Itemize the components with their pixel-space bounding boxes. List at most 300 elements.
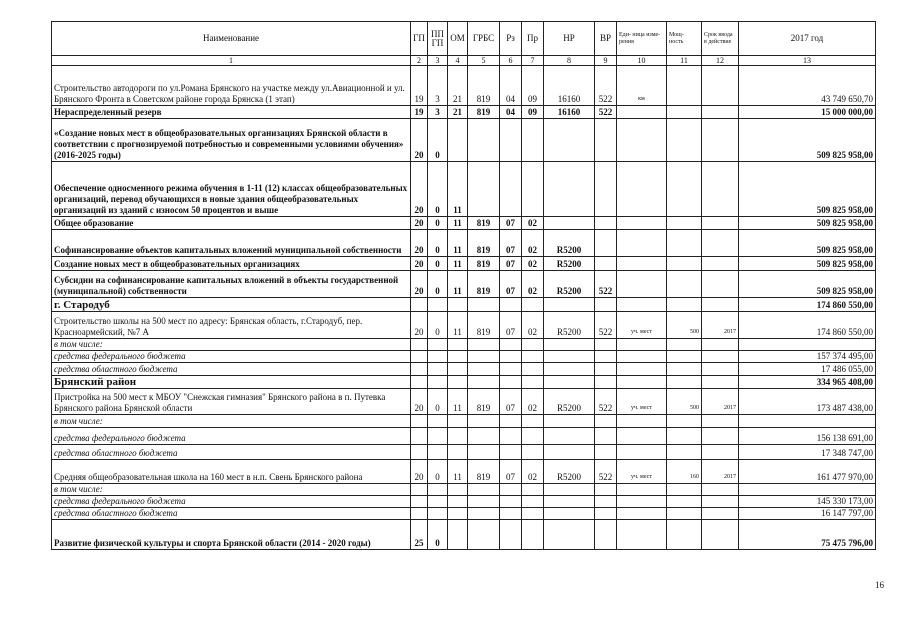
cell-gp: 20	[411, 119, 428, 162]
cell-ppgp: 3	[428, 66, 448, 106]
cell-gp	[411, 508, 428, 520]
cell-deadline: 2017	[702, 389, 739, 415]
row-name: средства областного бюджета	[52, 508, 411, 520]
cell-power	[667, 217, 702, 230]
cell-deadline	[702, 484, 739, 496]
cell-unit: км	[617, 66, 667, 106]
cell-om	[448, 339, 468, 351]
cell-om	[448, 415, 468, 428]
cell-ppgp	[428, 351, 448, 363]
cell-vr	[595, 445, 617, 460]
cell-power	[667, 339, 702, 351]
cell-rz	[500, 484, 522, 496]
cell-deadline	[702, 445, 739, 460]
cell-nr	[544, 217, 595, 230]
cell-power	[667, 520, 702, 550]
cell-pr	[522, 298, 544, 312]
cell-amount: 145 330 173,00	[739, 496, 876, 508]
cell-vr	[595, 298, 617, 312]
cell-rz	[500, 496, 522, 508]
row-name: в том числе:	[52, 484, 411, 496]
cell-nr	[544, 508, 595, 520]
cell-grbs: 819	[468, 230, 500, 257]
cell-deadline	[702, 496, 739, 508]
cell-rz	[500, 162, 522, 217]
cell-deadline	[702, 339, 739, 351]
cell-amount: 173 487 438,00	[739, 389, 876, 415]
colnum: 10	[617, 56, 667, 66]
table-row	[52, 257, 876, 271]
cell-amount	[739, 484, 876, 496]
cell-unit	[617, 496, 667, 508]
cell-rz	[500, 415, 522, 428]
cell-amount: 174 860 550,00	[739, 312, 876, 339]
cell-amount: 15 000 000,00	[739, 106, 876, 119]
cell-ppgp	[428, 376, 448, 389]
row-name: Общее образование	[52, 217, 411, 230]
table-row	[52, 339, 876, 351]
cell-deadline	[702, 66, 739, 106]
cell-gp	[411, 496, 428, 508]
cell-amount: 156 138 691,00	[739, 428, 876, 445]
colnum: 7	[522, 56, 544, 66]
cell-unit	[617, 230, 667, 257]
cell-ppgp: 0	[428, 312, 448, 339]
cell-gp	[411, 484, 428, 496]
cell-pr	[522, 520, 544, 550]
cell-vr	[595, 351, 617, 363]
cell-om: 11	[448, 257, 468, 271]
cell-pr: 02	[522, 257, 544, 271]
cell-unit	[617, 351, 667, 363]
cell-vr	[595, 415, 617, 428]
cell-nr: R5200	[544, 257, 595, 271]
cell-gp: 25	[411, 520, 428, 550]
cell-nr: R5200	[544, 389, 595, 415]
cell-ppgp	[428, 339, 448, 351]
cell-gp: 20	[411, 257, 428, 271]
row-name: Софинансирование объектов капитальных вложений муниципальной собственности	[52, 230, 411, 257]
table-row	[52, 162, 876, 217]
cell-ppgp: 0	[428, 520, 448, 550]
cell-unit	[617, 376, 667, 389]
cell-rz: 07	[500, 460, 522, 484]
cell-pr	[522, 119, 544, 162]
cell-power	[667, 508, 702, 520]
cell-vr	[595, 376, 617, 389]
cell-unit	[617, 363, 667, 376]
header-gp: ГП	[411, 22, 428, 56]
row-name: Брянский район	[52, 376, 411, 389]
cell-deadline	[702, 376, 739, 389]
cell-rz: 07	[500, 230, 522, 257]
cell-unit	[617, 298, 667, 312]
cell-nr: R5200	[544, 312, 595, 339]
cell-deadline	[702, 162, 739, 217]
cell-amount: 334 965 408,00	[739, 376, 876, 389]
cell-deadline	[702, 508, 739, 520]
cell-deadline	[702, 257, 739, 271]
cell-nr: 16160	[544, 106, 595, 119]
colnum: 6	[500, 56, 522, 66]
cell-amount: 43 749 650,70	[739, 66, 876, 106]
colnum: 9	[595, 56, 617, 66]
table-header-row	[52, 22, 876, 56]
cell-nr	[544, 376, 595, 389]
cell-unit: уч. мест	[617, 460, 667, 484]
cell-om	[448, 496, 468, 508]
header-nr: НР	[544, 22, 595, 56]
cell-pr: 09	[522, 106, 544, 119]
cell-pr	[522, 508, 544, 520]
row-name: Субсидии на софинансирование капитальных вложений в объекты государственной (муниципальной) собственности	[52, 271, 411, 298]
table-row	[52, 298, 876, 312]
cell-rz: 07	[500, 217, 522, 230]
cell-amount: 157 374 495,00	[739, 351, 876, 363]
page-number: 16	[875, 580, 884, 590]
cell-pr	[522, 162, 544, 217]
cell-amount: 16 147 797,00	[739, 508, 876, 520]
cell-unit	[617, 428, 667, 445]
cell-om: 11	[448, 271, 468, 298]
cell-ppgp	[428, 415, 448, 428]
cell-rz: 04	[500, 106, 522, 119]
cell-unit	[617, 508, 667, 520]
cell-pr	[522, 376, 544, 389]
row-name: г. Стародуб	[52, 298, 411, 312]
cell-deadline: 2017	[702, 460, 739, 484]
cell-gp	[411, 339, 428, 351]
cell-gp: 20	[411, 230, 428, 257]
cell-vr: 522	[595, 106, 617, 119]
cell-deadline	[702, 428, 739, 445]
cell-om	[448, 484, 468, 496]
cell-vr: 522	[595, 460, 617, 484]
cell-ppgp	[428, 496, 448, 508]
cell-gp: 19	[411, 66, 428, 106]
header-grbs: ГРБС	[468, 22, 500, 56]
cell-unit	[617, 339, 667, 351]
cell-pr	[522, 415, 544, 428]
cell-amount: 17 348 747,00	[739, 445, 876, 460]
table-row	[52, 508, 876, 520]
row-name: «Создание новых мест в общеобразовательных организациях Брянской области в соответствии с прогнозируемой потребностью и современными условиями обучения» (2016-2025 годы)	[52, 119, 411, 162]
cell-gp: 20	[411, 217, 428, 230]
cell-unit	[617, 445, 667, 460]
cell-vr: 522	[595, 389, 617, 415]
cell-nr	[544, 484, 595, 496]
cell-deadline	[702, 415, 739, 428]
cell-nr: R5200	[544, 271, 595, 298]
cell-ppgp	[428, 445, 448, 460]
cell-gp	[411, 376, 428, 389]
cell-om: 11	[448, 230, 468, 257]
row-name: Средняя общеобразовательная школа на 160 мест в н.п. Свень Брянского района	[52, 460, 411, 484]
cell-grbs: 819	[468, 66, 500, 106]
cell-grbs: 819	[468, 312, 500, 339]
table-row	[52, 363, 876, 376]
cell-deadline	[702, 119, 739, 162]
cell-grbs	[468, 520, 500, 550]
cell-grbs: 819	[468, 389, 500, 415]
cell-vr	[595, 508, 617, 520]
cell-amount	[739, 339, 876, 351]
cell-unit	[617, 119, 667, 162]
cell-rz	[500, 508, 522, 520]
header-deadline: Срок ввода в действие	[702, 22, 739, 56]
header-power: Мощ- ность	[667, 22, 702, 56]
cell-nr: 16160	[544, 66, 595, 106]
table-row	[52, 312, 876, 339]
cell-ppgp: 0	[428, 230, 448, 257]
cell-power	[667, 484, 702, 496]
cell-vr	[595, 217, 617, 230]
cell-pr	[522, 484, 544, 496]
cell-rz	[500, 376, 522, 389]
cell-amount: 174 860 550,00	[739, 298, 876, 312]
cell-power	[667, 257, 702, 271]
cell-power: 500	[667, 312, 702, 339]
table-row	[52, 351, 876, 363]
cell-rz: 07	[500, 257, 522, 271]
header-rz: Рз	[500, 22, 522, 56]
colnum: 3	[428, 56, 448, 66]
cell-grbs	[468, 298, 500, 312]
table-row	[52, 415, 876, 428]
row-name: средства федерального бюджета	[52, 496, 411, 508]
cell-power	[667, 271, 702, 298]
cell-deadline	[702, 106, 739, 119]
row-name: Нераспределенный резерв	[52, 106, 411, 119]
cell-ppgp: 3	[428, 106, 448, 119]
cell-vr: 522	[595, 66, 617, 106]
cell-grbs: 819	[468, 460, 500, 484]
row-name: Строительство школы на 500 мест по адресу: Брянская область, г.Стародуб, пер. Красноармейский, №7 А	[52, 312, 411, 339]
cell-gp: 20	[411, 162, 428, 217]
cell-ppgp: 0	[428, 389, 448, 415]
cell-ppgp	[428, 428, 448, 445]
cell-deadline	[702, 363, 739, 376]
cell-power	[667, 428, 702, 445]
table-row	[52, 271, 876, 298]
cell-pr	[522, 351, 544, 363]
cell-pr: 02	[522, 271, 544, 298]
table-row	[52, 428, 876, 445]
colnum: 2	[411, 56, 428, 66]
cell-ppgp: 0	[428, 217, 448, 230]
cell-vr	[595, 257, 617, 271]
table-row	[52, 496, 876, 508]
cell-om	[448, 351, 468, 363]
cell-amount: 75 475 796,00	[739, 520, 876, 550]
cell-nr	[544, 428, 595, 445]
cell-unit: уч. мест	[617, 312, 667, 339]
cell-nr: R5200	[544, 230, 595, 257]
table-row	[52, 119, 876, 162]
cell-nr	[544, 445, 595, 460]
cell-rz	[500, 445, 522, 460]
cell-amount	[739, 415, 876, 428]
cell-grbs	[468, 508, 500, 520]
cell-power	[667, 363, 702, 376]
cell-vr	[595, 496, 617, 508]
cell-om	[448, 363, 468, 376]
cell-gp: 19	[411, 106, 428, 119]
cell-rz	[500, 339, 522, 351]
cell-unit	[617, 520, 667, 550]
row-name: Пристройка на 500 мест к МБОУ "Снежская гимназия" Брянского района в п. Путевка Брянского района Брянской области	[52, 389, 411, 415]
colnum: 8	[544, 56, 595, 66]
cell-grbs: 819	[468, 106, 500, 119]
cell-rz	[500, 428, 522, 445]
cell-grbs: 819	[468, 271, 500, 298]
cell-ppgp: 0	[428, 271, 448, 298]
table-row	[52, 445, 876, 460]
cell-vr	[595, 484, 617, 496]
cell-unit: уч. мест	[617, 389, 667, 415]
table-row	[52, 66, 876, 106]
cell-nr	[544, 339, 595, 351]
cell-grbs	[468, 445, 500, 460]
header-year: 2017 год	[739, 22, 876, 56]
cell-pr: 02	[522, 230, 544, 257]
cell-amount: 509 825 958,00	[739, 217, 876, 230]
row-name: Развитие физической культуры и спорта Брянской области (2014 - 2020 годы)	[52, 520, 411, 550]
cell-pr	[522, 428, 544, 445]
cell-grbs	[468, 339, 500, 351]
cell-vr	[595, 363, 617, 376]
colnum: 12	[702, 56, 739, 66]
cell-grbs	[468, 428, 500, 445]
cell-power: 500	[667, 389, 702, 415]
row-name: в том числе:	[52, 339, 411, 351]
cell-grbs: 819	[468, 217, 500, 230]
table-row	[52, 520, 876, 550]
cell-om	[448, 520, 468, 550]
cell-gp	[411, 428, 428, 445]
cell-om	[448, 376, 468, 389]
cell-power	[667, 496, 702, 508]
cell-power	[667, 445, 702, 460]
cell-ppgp	[428, 508, 448, 520]
cell-deadline	[702, 230, 739, 257]
cell-nr	[544, 520, 595, 550]
cell-vr: 522	[595, 312, 617, 339]
row-name: Создание новых мест в общеобразовательных организациях	[52, 257, 411, 271]
cell-power	[667, 415, 702, 428]
cell-ppgp: 0	[428, 460, 448, 484]
cell-om: 11	[448, 389, 468, 415]
cell-om: 11	[448, 460, 468, 484]
cell-unit	[617, 415, 667, 428]
row-name: средства федерального бюджета	[52, 428, 411, 445]
cell-pr	[522, 339, 544, 351]
cell-amount: 509 825 958,00	[739, 271, 876, 298]
cell-deadline	[702, 217, 739, 230]
row-name: Строительство автодороги по ул.Романа Брянского на участке между ул.Авиационной и ул. Брянского Фронта в Советском районе города Брянска (1 этап)	[52, 66, 411, 106]
cell-pr: 02	[522, 312, 544, 339]
cell-grbs	[468, 376, 500, 389]
cell-grbs	[468, 415, 500, 428]
cell-ppgp	[428, 298, 448, 312]
colnum: 5	[468, 56, 500, 66]
column-number-row	[52, 56, 876, 66]
cell-pr: 02	[522, 217, 544, 230]
cell-nr	[544, 119, 595, 162]
cell-rz: 07	[500, 271, 522, 298]
row-name: средства федерального бюджета	[52, 351, 411, 363]
colnum: 13	[739, 56, 876, 66]
cell-deadline	[702, 271, 739, 298]
cell-amount: 509 825 958,00	[739, 257, 876, 271]
cell-gp	[411, 298, 428, 312]
cell-nr	[544, 363, 595, 376]
cell-pr: 02	[522, 460, 544, 484]
cell-nr	[544, 415, 595, 428]
cell-om	[448, 445, 468, 460]
cell-gp	[411, 363, 428, 376]
cell-gp	[411, 415, 428, 428]
cell-power: 160	[667, 460, 702, 484]
cell-vr	[595, 162, 617, 217]
colnum: 4	[448, 56, 468, 66]
cell-unit	[617, 484, 667, 496]
header-unit: Еди- ница изме- рения	[617, 22, 667, 56]
cell-pr: 02	[522, 389, 544, 415]
cell-vr	[595, 119, 617, 162]
budget-table	[51, 21, 876, 550]
cell-nr	[544, 298, 595, 312]
cell-power	[667, 230, 702, 257]
cell-om	[448, 298, 468, 312]
cell-unit	[617, 271, 667, 298]
cell-pr: 09	[522, 66, 544, 106]
row-name: Обеспечение односменного режима обучения в 1-11 (12) классах общеобразовательных организаций, перевод обучающихся в новые здания общеобразовательных организаций из зданий с износом 50 процентов и выше	[52, 162, 411, 217]
row-name: средства областного бюджета	[52, 445, 411, 460]
cell-nr: R5200	[544, 460, 595, 484]
cell-unit	[617, 217, 667, 230]
table-row	[52, 217, 876, 230]
cell-power	[667, 66, 702, 106]
colnum: 11	[667, 56, 702, 66]
cell-om	[448, 508, 468, 520]
cell-power	[667, 351, 702, 363]
cell-deadline	[702, 351, 739, 363]
cell-ppgp: 0	[428, 119, 448, 162]
table-row	[52, 389, 876, 415]
cell-gp: 20	[411, 389, 428, 415]
cell-grbs	[468, 162, 500, 217]
table-row	[52, 230, 876, 257]
cell-grbs	[468, 496, 500, 508]
cell-ppgp	[428, 484, 448, 496]
table-row	[52, 376, 876, 389]
cell-nr	[544, 351, 595, 363]
cell-deadline	[702, 520, 739, 550]
cell-grbs	[468, 119, 500, 162]
cell-power	[667, 162, 702, 217]
cell-power	[667, 119, 702, 162]
header-om: ОМ	[448, 22, 468, 56]
cell-pr	[522, 363, 544, 376]
colnum: 1	[52, 56, 411, 66]
cell-power	[667, 376, 702, 389]
header-vr: ВР	[595, 22, 617, 56]
cell-unit	[617, 106, 667, 119]
cell-amount: 17 486 055,00	[739, 363, 876, 376]
cell-deadline: 2017	[702, 312, 739, 339]
row-name: в том числе:	[52, 415, 411, 428]
